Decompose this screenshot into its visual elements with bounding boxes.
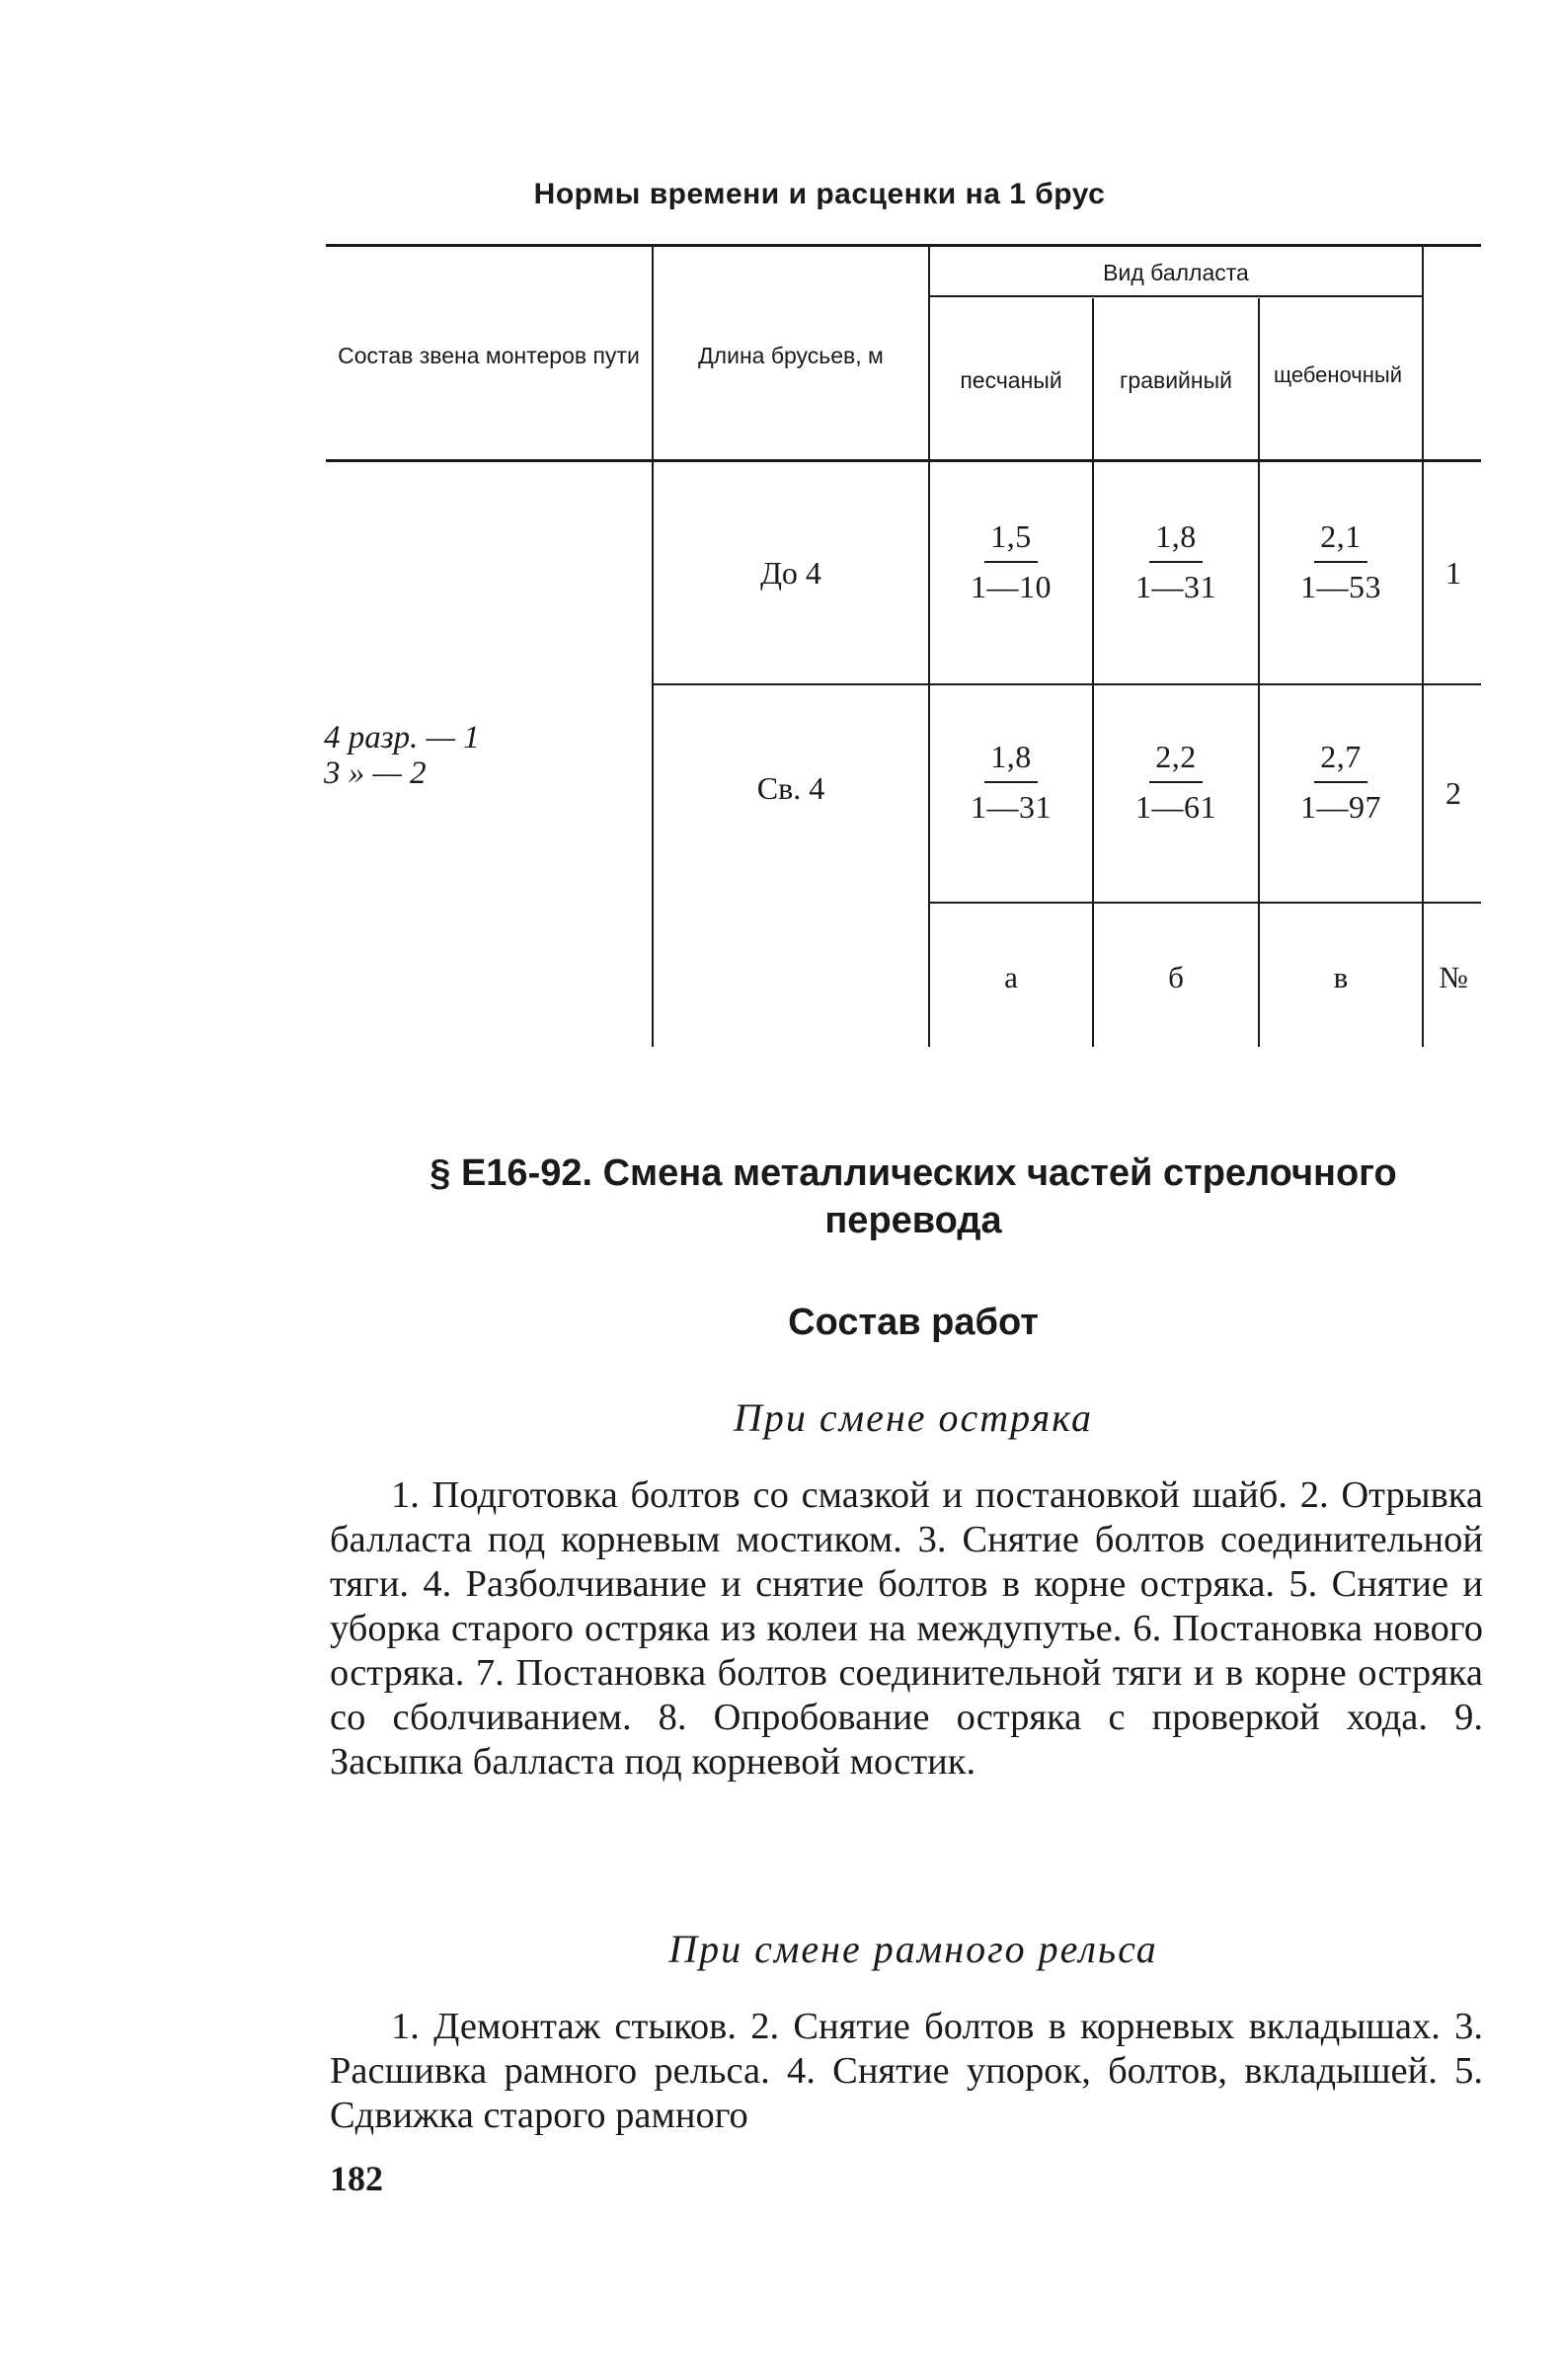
header-sand: песчаный [960,366,1062,393]
stock-rail-heading: При смене рамного рельса [668,1927,1158,1971]
crew-line-2: 3 » — 2 [324,755,427,791]
table-top-rule [326,244,1481,247]
section-heading [326,1150,1501,1244]
row-1-sand-norm: 1,5 [984,518,1038,563]
col-rule-1 [652,247,654,1047]
code-a: а [1004,960,1018,995]
row-2-gravel-cell [1096,739,1256,826]
stock-rail-text [330,2005,1483,2138]
row-2-gravel-price: 1—61 [1135,789,1216,825]
row-2-gravel-norm: 2,2 [1149,739,1203,783]
row-2-crushed-cell [1262,739,1420,826]
header-crushed: щебеночный [1273,362,1403,388]
row-1-crushed-price: 1—53 [1300,569,1381,604]
blade-replacement-heading: При смене остряка [734,1395,1093,1440]
col-rule-2 [928,247,930,1047]
code-b: б [1168,960,1184,995]
crew-line-1: 4 разр. — 1 [324,719,480,755]
blade-replacement-paragraph: 1. Подготовка болтов со смазкой и постановкой шайб. 2. Отрывка балласта под корневым мостиком. 3. Снятие болтов соединительной тяги. 4. Разболчивание и снятие болтов в корне остряка. 5. Снятие и уборка старого остряка из колеи на междупутье. 6. Постановка нового остряка. 7. Постановка болтов соединительной тяги и в корне остряка со сболчиванием. 8. Опробование остряка с проверкой хода. 9. Засыпка балласта под корневой мостик. [330,1474,1483,1783]
header-gravel: гравийный [1120,366,1232,393]
header-ballast-group: Вид балласта [1103,259,1249,285]
code-v: в [1333,960,1349,995]
col-rule-3 [1092,298,1094,1047]
row-1-length: До 4 [760,554,821,591]
row-1-gravel-norm: 1,8 [1149,518,1203,563]
row-2-number: 2 [1445,774,1461,811]
ballast-group-rule [928,295,1422,297]
header-bottom-rule [326,459,1481,462]
header-length: Длина брусьев, м [698,342,884,368]
row-1-crushed-norm: 2,1 [1314,518,1367,563]
row-separator-rule [652,683,1481,685]
crew-composition [324,711,551,800]
work-composition-heading: Состав работ [788,1302,1039,1343]
table-title: Нормы времени и расценки на 1 брус [533,178,1106,210]
section-heading-line-1: § Е16-92. Смена металлических частей стрелочного [429,1152,1397,1194]
section-heading-line-2: перевода [824,1199,1002,1241]
col-rule-5 [1422,247,1424,1047]
page-number: 182 [330,2159,383,2198]
row-2-length: Св. 4 [756,769,825,806]
row-1-sand-cell [932,518,1090,605]
stock-rail-paragraph: 1. Демонтаж стыков. 2. Снятие болтов в корневых вкладышах. 3. Расшивка рамного рельса. 4. Снятие упорок, болтов, вкладышей. 5. Сдвижка старого рамного [330,2006,1483,2136]
row-2-crushed-price: 1—97 [1300,789,1381,825]
header-crew: Состав звена монтеров пути [338,342,640,368]
row-1-gravel-price: 1—31 [1135,569,1216,604]
row-2-crushed-norm: 2,7 [1314,739,1367,783]
row-1-gravel-cell [1096,518,1256,605]
row-2-sand-norm: 1,8 [984,739,1038,783]
row-2-sand-cell [932,739,1090,826]
row-2-sand-price: 1—31 [971,789,1052,825]
row-1-sand-price: 1—10 [971,569,1052,604]
row-1-number: 1 [1445,554,1461,591]
col-rule-4 [1258,298,1260,1047]
blade-replacement-text [330,1473,1483,1785]
row-1-crushed-cell [1262,518,1420,605]
code-number: № [1439,960,1468,995]
codes-separator-rule [928,902,1481,904]
